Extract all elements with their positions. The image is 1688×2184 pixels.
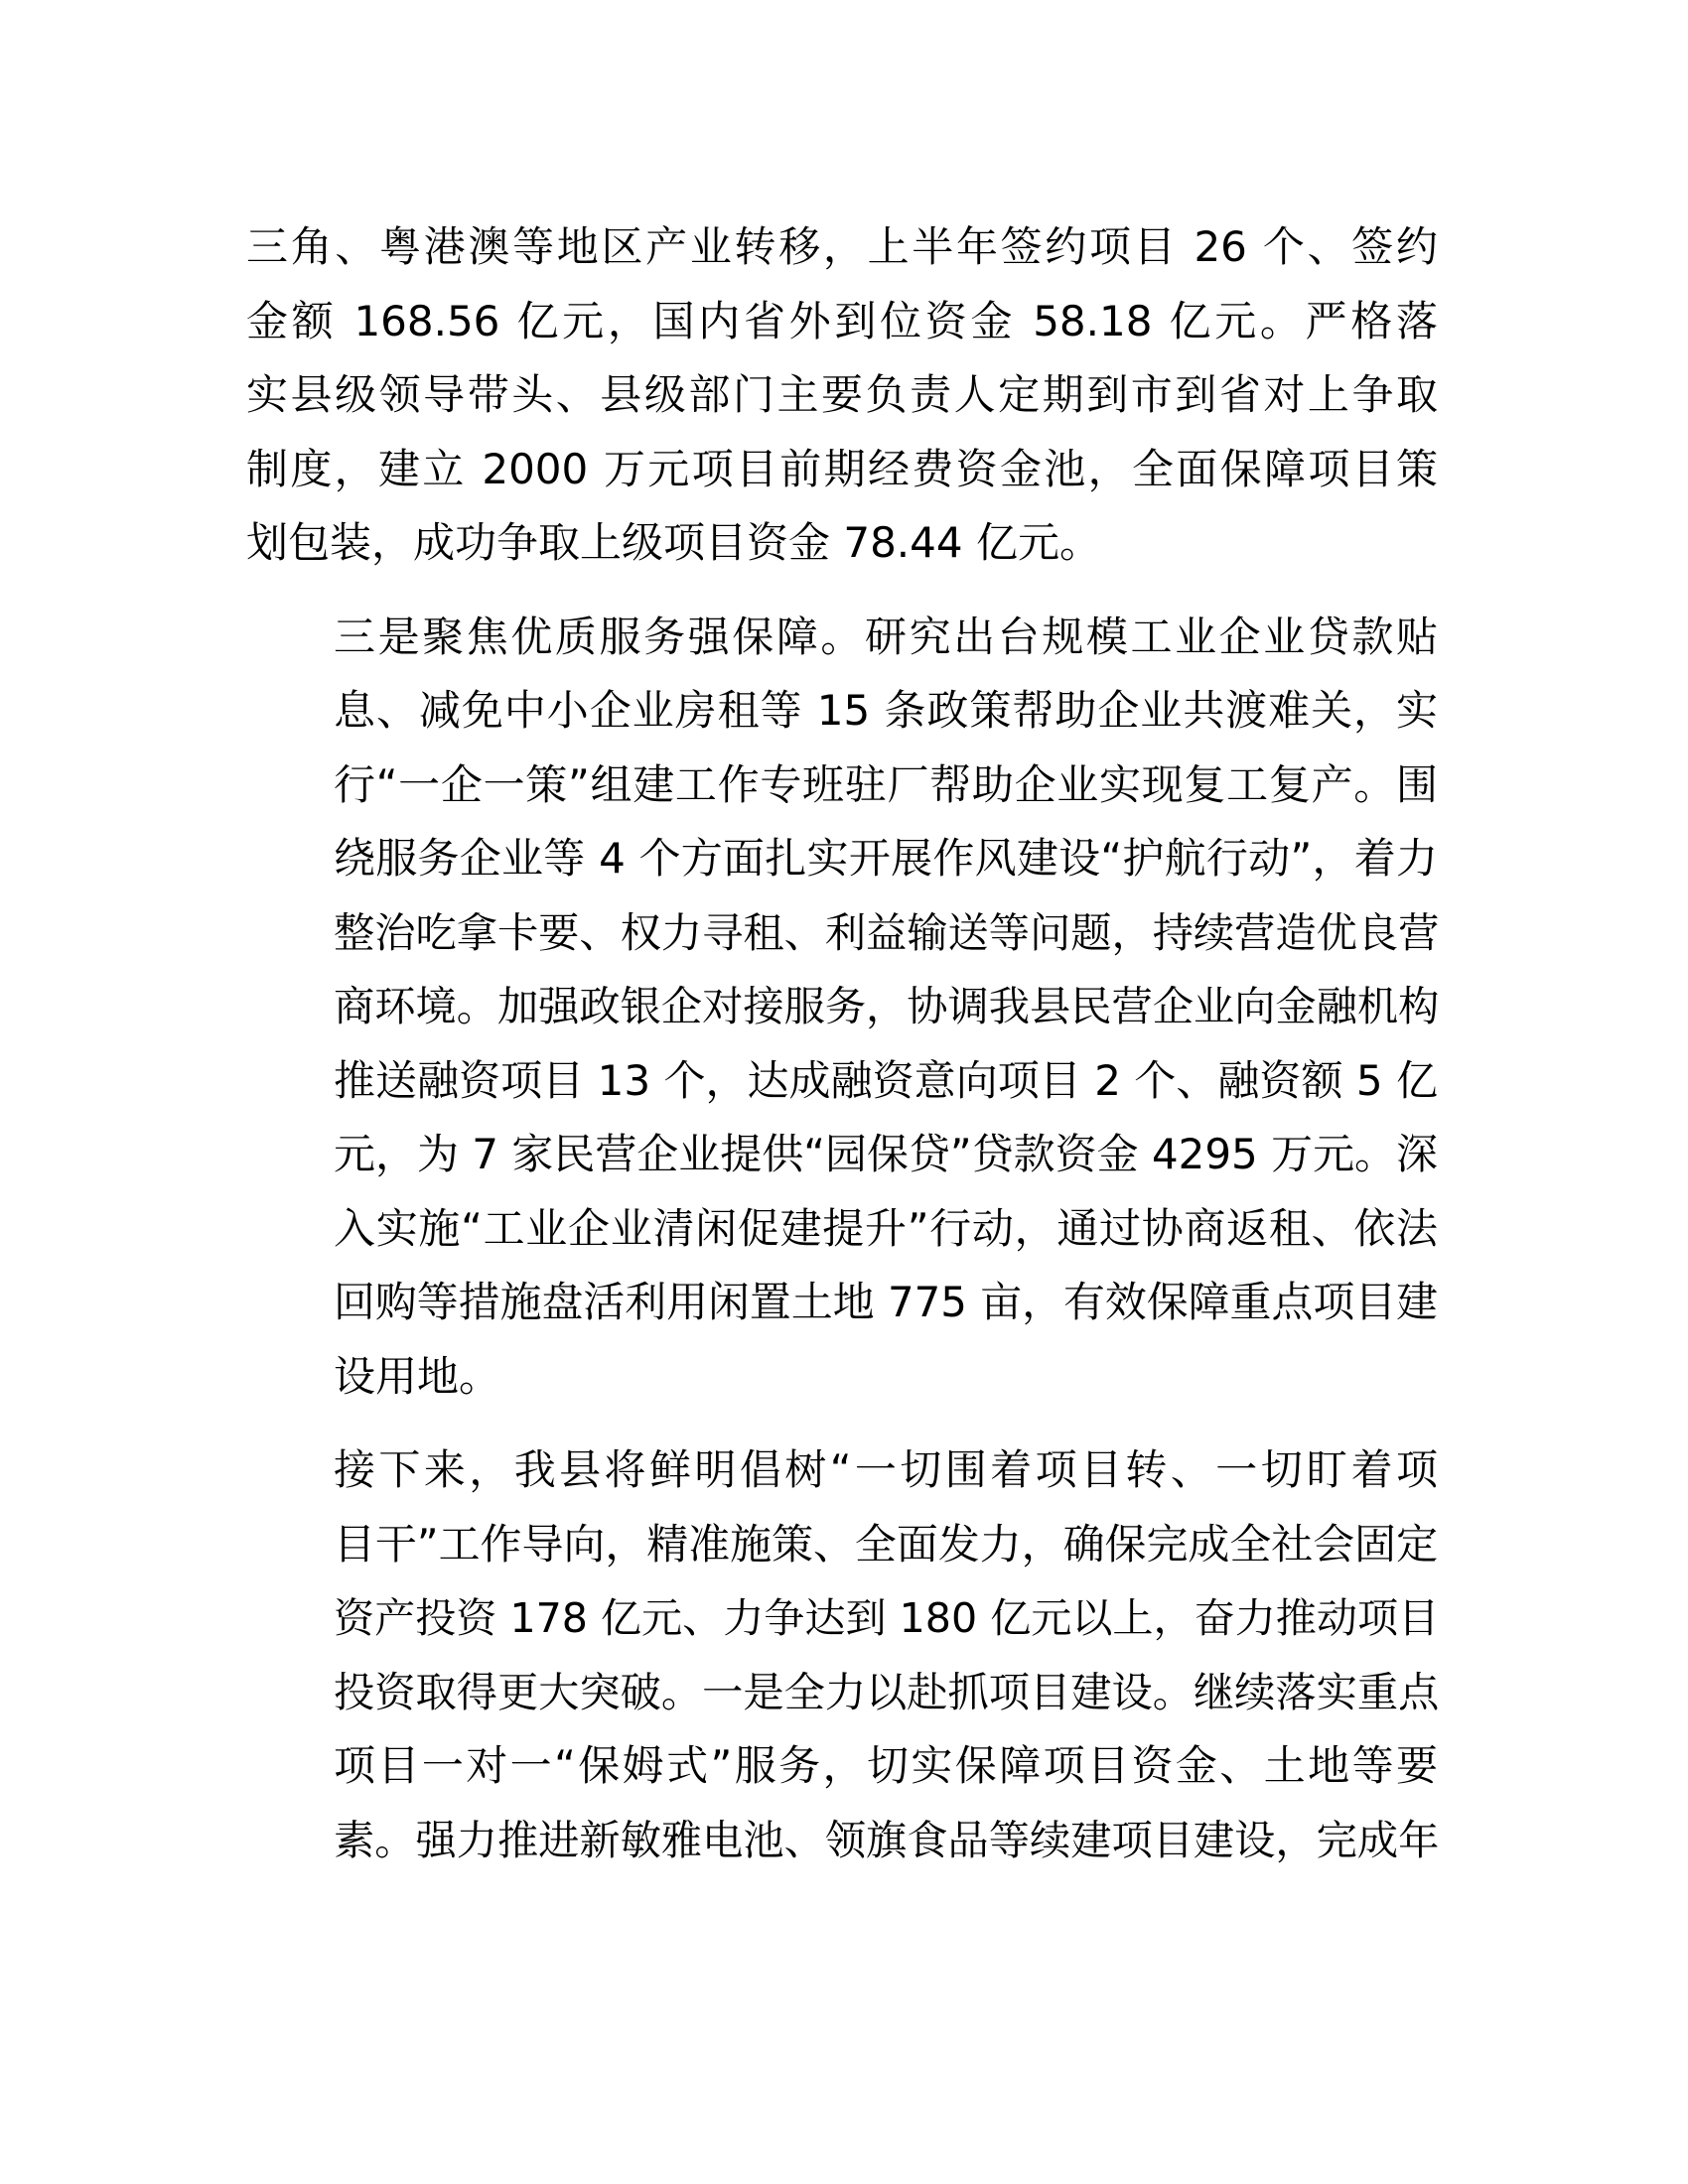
body-text [246,210,1438,1897]
text-line: 整治吃拿卡要、权力寻租、利益输送等问题，持续营造优良营 [334,908,1440,957]
text-line: 息、减免中小企业房租等 15 条政策帮助企业共渡难关，实 [334,686,1438,735]
text-line: 目干”工作导向，精准施策、全面发力，确保完成全社会固定 [334,1519,1438,1569]
text-line: 绕服务企业等 4 个方面扎实开展作风建设“护航行动”，着力 [334,834,1438,883]
text-line: 资产投资 178 亿元、力争达到 180 亿元以上，奋力推动项目 [334,1594,1440,1642]
paragraph [246,1433,1438,1877]
text-line: 素。强力推进新敏雅电池、领旗食品等续建项目建设，完成年 [334,1816,1440,1864]
text-line: 行“一企一策”组建工作专班驻厂帮助企业实现复工复产。围 [334,759,1438,809]
text-line: 实县级领导带头、县级部门主要负责人定期到市到省对上争取 [246,370,1438,419]
paragraph [246,601,1438,1415]
paragraph [246,210,1438,581]
text-line: 三角、粤港澳等地区产业转移，上半年签约项目 26 个、签约 [246,222,1438,271]
text-line: 入实施“工业企业清闲促建提升”行动，通过协商返租、依法 [334,1203,1438,1253]
text-line: 回购等措施盘活利用闲置土地 775 亩，有效保障重点项目建 [334,1278,1438,1326]
text-line: 金额 168.56 亿元，国内省外到位资金 58.18 亿元。严格落 [246,296,1438,345]
text-line: 推送融资项目 13 个，达成融资意向项目 2 个、融资额 5 亿 [334,1055,1438,1105]
text-line: 商环境。加强政银企对接服务，协调我县民营企业向金融机构 [334,983,1440,1030]
text-line: 元，为 7 家民营企业提供“园保贷”贷款资金 4295 万元。深 [334,1130,1438,1178]
text-line: 制度，建立 2000 万元项目前期经费资金池，全面保障项目策 [246,444,1438,493]
text-line: 项目一对一“保姆式”服务，切实保障项目资金、土地等要 [334,1741,1438,1790]
text-line: 划包装，成功争取上级项目资金 78.44 亿元。 [246,518,1101,567]
text-line: 投资取得更大突破。一是全力以赴抓项目建设。继续落实重点 [334,1668,1440,1716]
text-line: 接下来，我县将鲜明倡树“一切围着项目转、一切盯着项 [334,1445,1438,1494]
text-line: 设用地。 [334,1351,501,1401]
text-line: 三是聚焦优质服务强保障。研究出台规模工业企业贷款贴 [334,612,1438,661]
